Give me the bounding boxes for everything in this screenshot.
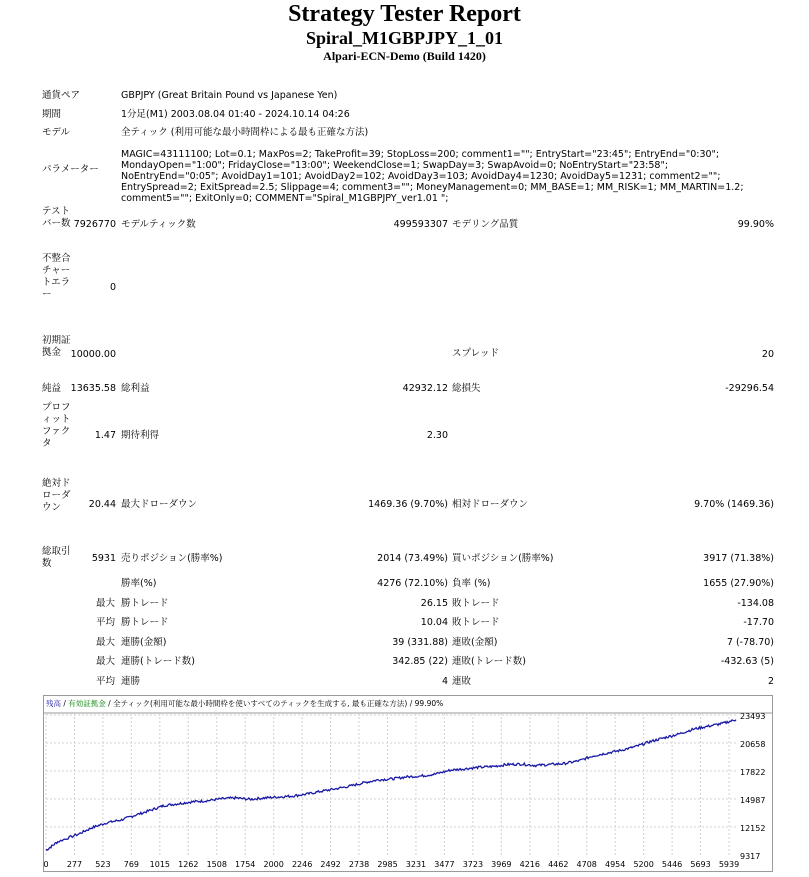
expected-label: 期待利得 xyxy=(121,430,160,441)
spread-label: スプレッド xyxy=(452,348,500,359)
x-tick-label: 2738 xyxy=(348,860,370,869)
balance-chart xyxy=(43,695,773,872)
avg-win-value: 10.04 xyxy=(420,617,448,628)
x-tick-label: 5693 xyxy=(690,860,711,869)
x-tick-label: 1262 xyxy=(178,860,199,869)
consec-loss-money-label: 連敗(金額) xyxy=(452,637,498,648)
x-tick-label: 3231 xyxy=(405,860,427,869)
x-tick-label: 277 xyxy=(66,860,83,869)
trades-label: 総取引数 xyxy=(42,546,71,569)
x-tick-label: 2985 xyxy=(377,860,398,869)
winrate-label: 勝率(%) xyxy=(121,578,157,589)
x-tick-label: 523 xyxy=(95,860,111,869)
grossloss-value: -29296.54 xyxy=(725,383,774,394)
y-tick-label: 12152 xyxy=(740,824,766,833)
avg-consec-win-value: 4 xyxy=(441,676,448,687)
params-value: MAGIC=43111100; Lot=0.1; MaxPos=2; TakeProfit=39; StopLoss=200; comment1=""; EntryStart="23:45"; EntryEnd="0:30"; MondayOpen="1:00"; FridayClose="13:00"; WeekendClose=1; SwapDay=3; SwapAvoid=0; NoEntryStart="23:58"; NoEntryEnd="0:05"; AvoidDay1=101; AvoidDay2=102; AvoidDay3=103; AvoidDay4=1230; AvoidDay5=1231; comment2=""; EntrySpread=2; ExitSpread=2.5; Slippage=4; comment3=""; MoneyManagement=0; MM_BASE=1; MM_RISK=1; MM_MARTIN=1.2; comment5=""; ExitOnly=0; COMMENT="Spiral_M1GBPJPY_ver1.01 "; xyxy=(121,149,744,204)
report-subtitle: Spiral_M1GBPJPY_1_01 xyxy=(306,28,503,48)
lossrate-label: 負率 (%) xyxy=(452,578,491,589)
y-tick-label: 14987 xyxy=(740,796,766,805)
largest-loss-value: -134.08 xyxy=(737,598,774,609)
model-label: モデル xyxy=(42,127,71,138)
y-tick-label: 23493 xyxy=(740,712,766,721)
largest-prefix: 最大 xyxy=(96,598,116,609)
y-tick-label: 17822 xyxy=(740,768,766,777)
lossrate-value: 1655 (27.90%) xyxy=(703,578,774,589)
x-tick-label: 5200 xyxy=(633,860,654,869)
x-tick-label: 4708 xyxy=(576,860,597,869)
legend-model: / 全ティック(利用可能な最小時間枠を使いすべてのティックを生成する, 最も正確な方法) / 99.90% xyxy=(105,699,444,708)
reldd-label: 相対ドローダウン xyxy=(452,499,529,510)
ticks-label: モデルティック数 xyxy=(121,219,196,230)
pf-label: プロフィットファクタ xyxy=(42,402,71,449)
mismatch-value: 0 xyxy=(109,282,116,293)
y-tick-label: 9317 xyxy=(740,852,761,861)
maxdd-value: 1469.36 (9.70%) xyxy=(368,499,448,510)
period-label: 期間 xyxy=(42,109,62,120)
absdd-value: 20.44 xyxy=(88,499,116,510)
y-tick-label: 20658 xyxy=(740,740,766,749)
avg-consec-loss-value: 2 xyxy=(767,676,774,687)
x-tick-label: 4462 xyxy=(548,860,569,869)
grossloss-label: 総損失 xyxy=(452,383,481,394)
short-value: 2014 (73.49%) xyxy=(377,553,448,564)
x-tick-label: 2000 xyxy=(263,860,284,869)
expected-value: 2.30 xyxy=(426,430,448,441)
avg-loss-value: -17.70 xyxy=(743,617,774,628)
x-tick-label: 2246 xyxy=(291,860,313,869)
x-tick-label: 5446 xyxy=(661,860,683,869)
x-tick-label: 1508 xyxy=(206,860,227,869)
netprofit-value: 13635.58 xyxy=(70,383,116,394)
avg-consec-loss-label: 連敗 xyxy=(452,676,472,687)
quality-label: モデリング品質 xyxy=(452,219,519,230)
x-tick-label: 1754 xyxy=(235,860,256,869)
x-tick-label: 5939 xyxy=(718,860,740,869)
legend-separator: / xyxy=(61,699,69,708)
pair-label: 通貨ペア xyxy=(42,90,81,101)
server-build: Alpari-ECN-Demo (Build 1420) xyxy=(323,49,486,63)
long-value: 3917 (71.38%) xyxy=(703,553,774,564)
largest-loss-label: 敗トレード xyxy=(452,598,500,609)
absdd-label: 絶対ドローダウン xyxy=(42,478,71,513)
consec-loss-count-label: 連敗(トレード数) xyxy=(452,656,526,667)
mismatch-label: 不整合チャートエラー xyxy=(42,253,71,300)
max-consec-count-prefix: 最大 xyxy=(96,656,116,667)
x-tick-label: 0 xyxy=(43,860,49,869)
x-tick-label: 3723 xyxy=(462,860,484,869)
chart-legend xyxy=(46,698,443,708)
x-tick-label: 4216 xyxy=(519,860,540,869)
avg-win-label: 勝トレード xyxy=(121,617,169,628)
largest-win-value: 26.15 xyxy=(420,598,448,609)
deposit-label: 初期証拠金 xyxy=(42,335,71,358)
short-label: 売りポジション(勝率%) xyxy=(121,553,223,564)
maxdd-label: 最大ドローダウン xyxy=(121,499,198,510)
avg-loss-label: 敗トレード xyxy=(452,617,500,628)
x-tick-label: 4954 xyxy=(604,860,626,869)
x-tick-label: 3477 xyxy=(434,860,455,869)
consec-win-money-value: 39 (331.88) xyxy=(392,637,448,648)
x-tick-label: 3969 xyxy=(491,860,512,869)
period-value: 1分足(M1) 2003.08.04 01:40 - 2024.10.14 04:26 xyxy=(121,109,350,120)
x-tick-label: 1015 xyxy=(149,860,171,869)
grossprofit-value: 42932.12 xyxy=(402,383,448,394)
consec-win-count-label: 連勝(トレード数) xyxy=(121,656,195,667)
legend-margin: 有効証拠金 xyxy=(68,699,106,708)
bars-value: 7926770 xyxy=(73,219,116,230)
long-label: 買いポジション(勝率%) xyxy=(452,553,554,564)
max-consec-money-prefix: 最大 xyxy=(96,637,116,648)
pf-value: 1.47 xyxy=(94,430,116,441)
average-prefix: 平均 xyxy=(96,617,116,628)
quality-value: 99.90% xyxy=(737,219,774,230)
deposit-value: 10000.00 xyxy=(70,349,116,360)
winrate-value: 4276 (72.10%) xyxy=(377,578,448,589)
trades-value: 5931 xyxy=(91,553,116,564)
x-tick-label: 769 xyxy=(123,860,140,869)
report-title: Strategy Tester Report xyxy=(288,1,521,27)
reldd-value: 9.70% (1469.36) xyxy=(694,499,774,510)
legend-balance: 残高 xyxy=(46,699,61,708)
largest-win-label: 勝トレード xyxy=(121,598,169,609)
x-tick-label: 2492 xyxy=(320,860,341,869)
avg-consec-win-label: 連勝 xyxy=(121,676,141,687)
consec-loss-count-value: -432.63 (5) xyxy=(720,656,774,667)
params-label: パラメーター xyxy=(42,164,99,175)
consec-win-count-value: 342.85 (22) xyxy=(392,656,448,667)
consec-win-money-label: 連勝(金額) xyxy=(121,637,167,648)
grossprofit-label: 総利益 xyxy=(121,383,150,394)
pair-value: GBPJPY (Great Britain Pound vs Japanese Yen) xyxy=(121,90,338,101)
consec-loss-money-value: 7 (-78.70) xyxy=(726,637,774,648)
bars-label: テストバー数 xyxy=(42,206,71,229)
model-value: 全ティック (利用可能な最小時間枠による最も正確な方法) xyxy=(121,127,369,138)
ticks-value: 499593307 xyxy=(393,219,448,230)
chart-frame xyxy=(44,696,773,872)
spread-value: 20 xyxy=(761,349,774,360)
avg-consec-prefix: 平均 xyxy=(96,676,116,687)
netprofit-label: 純益 xyxy=(42,383,62,394)
